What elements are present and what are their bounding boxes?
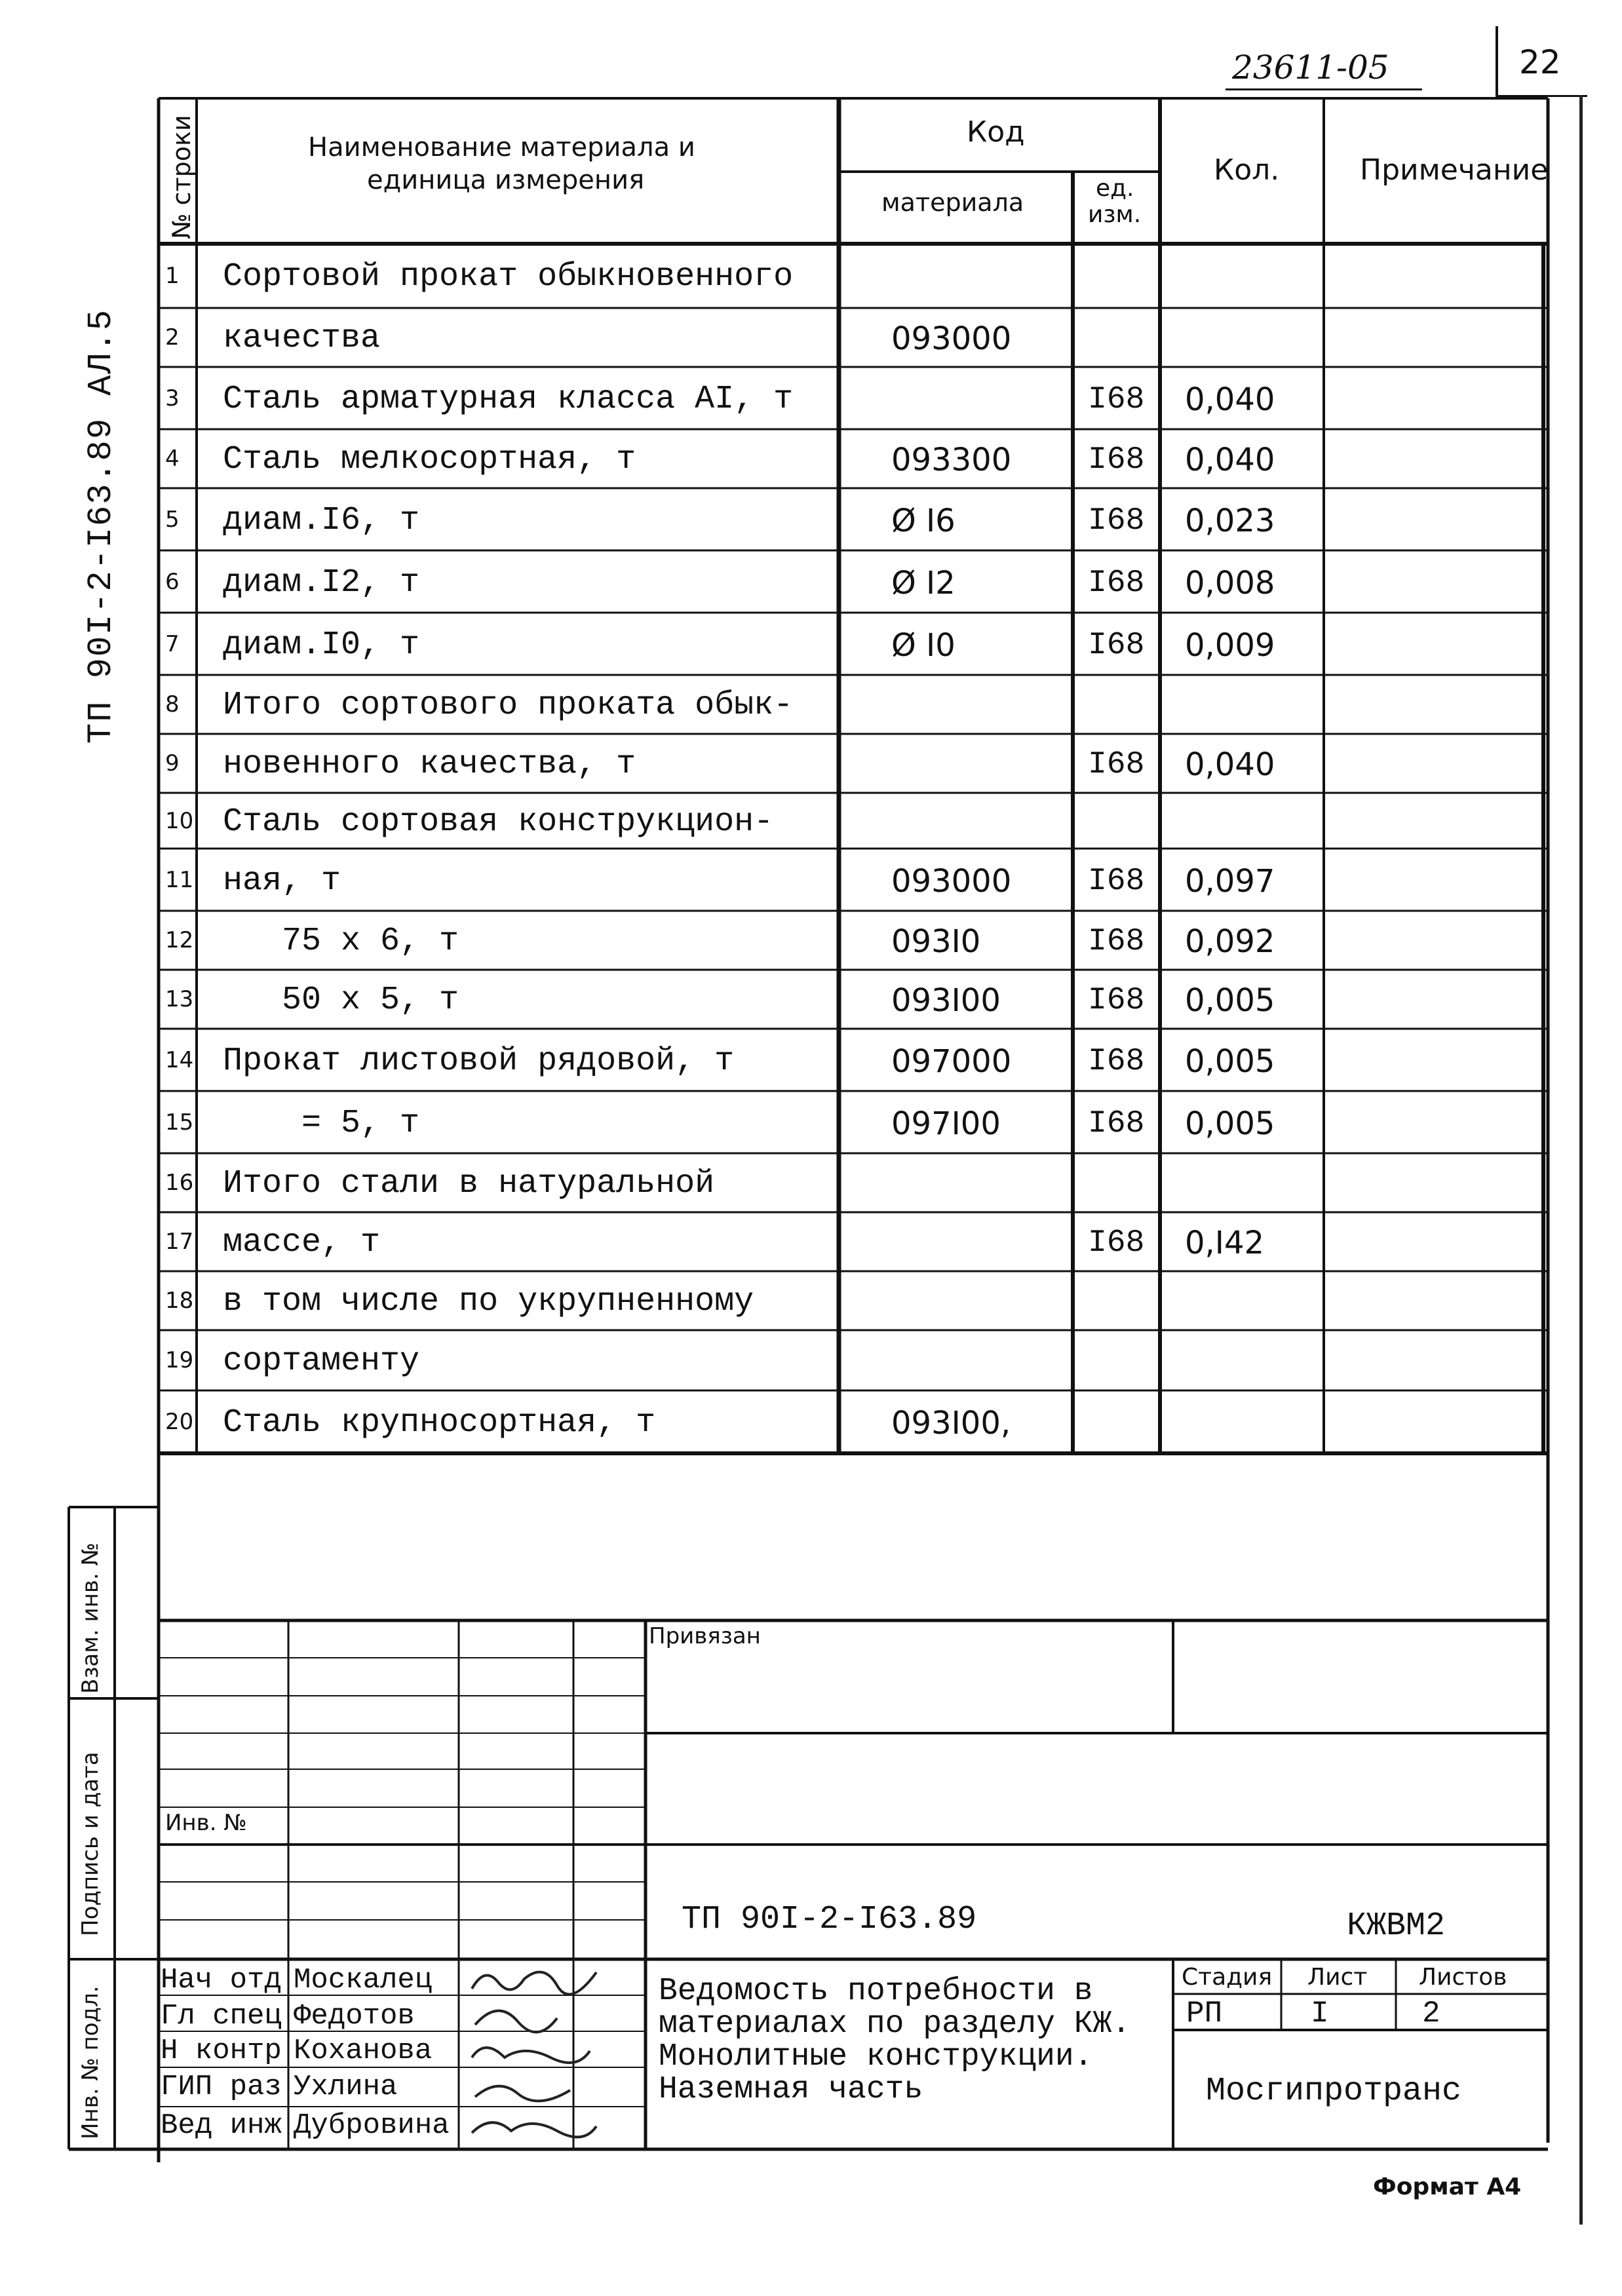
sheets-value: 2 — [1422, 1997, 1440, 2031]
sheet-value: I — [1311, 1997, 1329, 2031]
label-sheet: Лист — [1307, 1964, 1368, 1991]
row-qty: 0,040 — [1185, 746, 1275, 783]
row-number: 15 — [165, 1109, 194, 1136]
row-number: 11 — [165, 866, 194, 893]
role-4: ГИП раз — [161, 2071, 282, 2103]
row-code: 093I00 — [891, 982, 1001, 1019]
row-name: Итого стали в натуральной — [223, 1165, 715, 1202]
row-number: 18 — [165, 1288, 194, 1314]
row-code: 097000 — [891, 1043, 1012, 1080]
header-name: Наименование материала и — [308, 132, 695, 163]
stamp-title-line-1: Ведомость потребности в — [659, 1974, 1093, 2009]
row-code: 097I00 — [891, 1105, 1001, 1142]
row-unit: I68 — [1088, 503, 1145, 539]
label-podpis-data: Подпись и дата — [77, 1751, 104, 1936]
handwritten-doc-number: 23611-05 — [1232, 48, 1389, 86]
row-name: Сталь сортовая конструкцион- — [223, 803, 774, 841]
row-name: Сталь мелкосортная, т — [223, 441, 636, 478]
row-qty: 0,005 — [1185, 982, 1275, 1019]
stamp-title-line-4: Наземная часть — [659, 2072, 923, 2107]
label-inv-no: Инв. № — [165, 1810, 247, 1836]
row-number: 13 — [165, 986, 194, 1012]
row-unit: I68 — [1088, 381, 1145, 417]
row-name: сортаменту — [223, 1343, 420, 1380]
header-note: Примечание — [1360, 153, 1549, 187]
row-unit: I68 — [1088, 1225, 1145, 1261]
row-name: новенного качества, т — [223, 746, 636, 783]
row-code: Ø I2 — [891, 564, 956, 602]
label-privyazan: Привязан — [649, 1623, 761, 1649]
name-5: Дубровина — [294, 2109, 450, 2142]
row-number: 4 — [165, 446, 180, 472]
row-qty: 0,008 — [1185, 564, 1275, 602]
signatures — [459, 1959, 649, 2149]
stamp-title-line-2: материалах по разделу КЖ. — [659, 2006, 1131, 2042]
row-qty: 0,040 — [1185, 442, 1275, 478]
row-name: 75 x 6, т — [223, 923, 459, 960]
header-qty: Кол. — [1214, 153, 1280, 187]
row-code: Ø I0 — [891, 626, 956, 664]
name-1: Москалец — [294, 1964, 433, 1997]
row-name: Сортовой прокат обыкновенного — [223, 258, 794, 296]
stamp-doc-code: ТП 90I-2-I63.89 — [682, 1901, 977, 1938]
header-row-number: № строки — [167, 115, 196, 239]
organization: Мосгипротранс — [1206, 2073, 1462, 2110]
row-code: 093000 — [891, 862, 1012, 900]
row-name: качества — [223, 320, 381, 357]
row-number: 17 — [165, 1229, 194, 1255]
row-qty: 0,009 — [1185, 626, 1275, 664]
row-name: Сталь крупносортная, т — [223, 1404, 656, 1442]
row-unit: I68 — [1088, 863, 1145, 899]
role-3: Н контр — [161, 2035, 282, 2067]
row-number: 3 — [165, 385, 180, 411]
row-qty: 0,005 — [1185, 1043, 1275, 1080]
label-stage: Стадия — [1182, 1964, 1273, 1991]
format-label: Формат А4 — [1373, 2173, 1522, 2200]
row-unit: I68 — [1088, 983, 1145, 1018]
row-name: диам.I0, т — [223, 626, 420, 664]
stamp-title-line-3: Монолитные конструкции. — [659, 2039, 1093, 2075]
label-vzam-inv: Взам. инв. № — [77, 1542, 104, 1694]
row-name: = 5, т — [223, 1104, 420, 1142]
row-number: 5 — [165, 506, 180, 533]
row-unit: I68 — [1088, 1043, 1145, 1079]
row-name: диам.I6, т — [223, 501, 420, 539]
row-number: 9 — [165, 750, 180, 776]
role-5: Вед инж — [161, 2109, 282, 2142]
row-qty: 0,023 — [1185, 502, 1275, 539]
row-number: 19 — [165, 1347, 194, 1373]
name-3: Коханова — [294, 2035, 433, 2067]
row-number: 7 — [165, 630, 180, 657]
row-unit: I68 — [1088, 747, 1145, 782]
row-code: Ø I6 — [891, 502, 956, 539]
row-qty: 0,040 — [1185, 381, 1275, 418]
row-unit: I68 — [1088, 442, 1145, 478]
row-number: 1 — [165, 263, 180, 289]
row-number: 16 — [165, 1170, 194, 1196]
name-4: Ухлина — [294, 2071, 398, 2103]
row-number: 2 — [165, 324, 180, 351]
row-name: Прокат листовой рядовой, т — [223, 1042, 735, 1080]
header-unit-2: изм. — [1088, 201, 1142, 228]
header-name-unit: единица измерения — [367, 165, 645, 195]
row-qty: 0,092 — [1185, 923, 1275, 960]
row-unit: I68 — [1088, 565, 1145, 601]
row-number: 10 — [165, 807, 194, 834]
header-material: материала — [881, 188, 1024, 217]
label-sheets: Листов — [1419, 1964, 1507, 1991]
row-number: 8 — [165, 691, 180, 718]
stamp-mark: КЖВМ2 — [1347, 1907, 1446, 1945]
row-qty: 0,I42 — [1185, 1225, 1265, 1261]
row-unit: I68 — [1088, 627, 1145, 663]
row-name: 50 x 5, т — [223, 982, 459, 1019]
name-2: Федотов — [294, 2000, 415, 2033]
row-name: массе, т — [223, 1224, 381, 1261]
row-unit: I68 — [1088, 924, 1145, 959]
row-qty: 0,097 — [1185, 862, 1275, 900]
row-name: Сталь арматурная класса АI, т — [223, 380, 794, 418]
stage-value: РП — [1186, 1997, 1223, 2031]
row-code: 093I00, — [891, 1405, 1011, 1442]
side-document-code: ТП 90I-2-I63.89 АЛ.5 — [82, 308, 121, 744]
role-2: Гл спец — [161, 2000, 282, 2033]
row-code: 093I0 — [891, 923, 981, 960]
row-code: 093000 — [891, 320, 1012, 357]
row-number: 6 — [165, 568, 180, 595]
row-code: 093300 — [891, 442, 1012, 478]
label-inv-podl: Инв. № подл. — [77, 1985, 104, 2139]
page-number: 22 — [1519, 43, 1561, 81]
row-number: 14 — [165, 1046, 194, 1073]
row-name: ная, т — [223, 862, 341, 900]
row-name: Итого сортового проката обык- — [223, 687, 794, 724]
role-1: Нач отд — [161, 1964, 282, 1997]
row-name: диам.I2, т — [223, 564, 420, 602]
header-code: Код — [967, 115, 1025, 149]
row-number: 12 — [165, 927, 194, 953]
row-qty: 0,005 — [1185, 1105, 1275, 1142]
row-number: 20 — [165, 1409, 194, 1435]
header-unit: ед. — [1096, 175, 1134, 202]
row-unit: I68 — [1088, 1105, 1145, 1141]
row-name: в том числе по укрупненному — [223, 1283, 754, 1320]
